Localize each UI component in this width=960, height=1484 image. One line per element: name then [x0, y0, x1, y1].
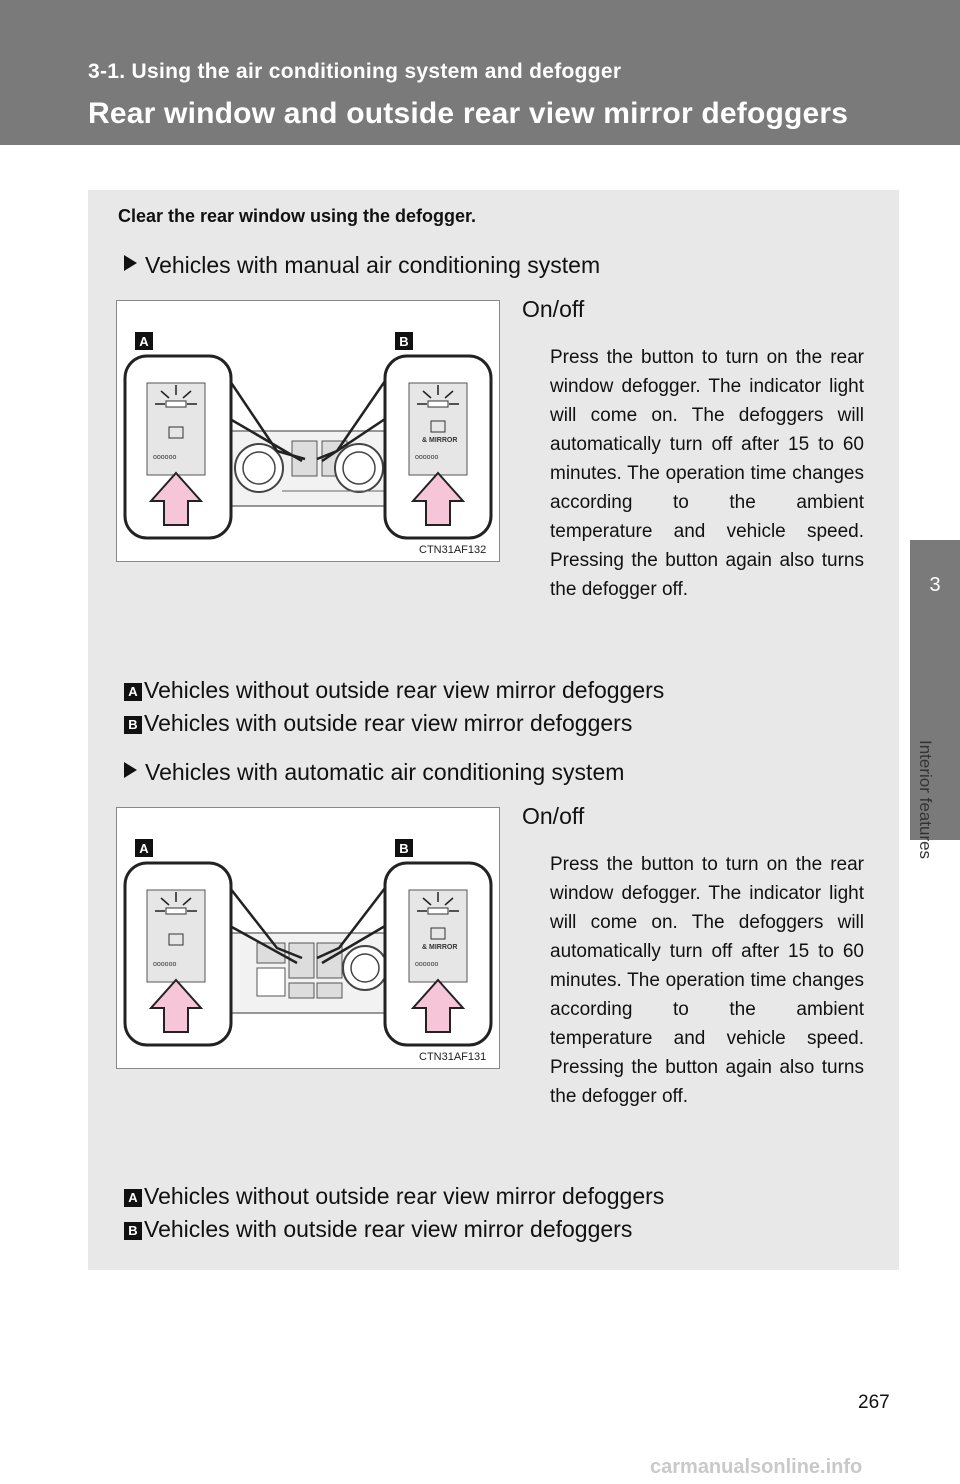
figure-label-b: B: [399, 841, 409, 856]
figure-label-a: A: [139, 334, 149, 349]
figure-label-a: A: [139, 841, 149, 856]
svg-text:oooooo: oooooo: [415, 961, 439, 968]
chapter-number: 3: [929, 574, 941, 596]
figure-automatic-ac: [116, 807, 500, 1069]
onoff-description: Press the button to turn on the rear window defogger. The indicator light will come on. The defoggers will automatically turn off after 15 to 60 minutes. The operation time changes according to the ambient temperature and vehicle speed. Pressing the button again also turns the defogger off.: [550, 347, 864, 600]
svg-text:oooooo: oooooo: [415, 454, 439, 461]
svg-text:oooooo: oooooo: [153, 454, 177, 461]
section-heading: Vehicles with manual air conditioning system: [124, 252, 600, 279]
onoff-label: On/off: [522, 803, 585, 829]
figure-label-b: B: [399, 334, 409, 349]
figure-code: CTN31AF131: [419, 1051, 487, 1063]
note-a: A Vehicles without outside rear view mirror defoggers: [124, 677, 664, 704]
label-b-badge: B: [124, 1222, 142, 1240]
chapter-label: Interior features: [916, 740, 935, 860]
note-b: B Vehicles with outside rear view mirror defoggers: [124, 710, 632, 737]
page-header: [0, 0, 960, 145]
figure-code: CTN31AF132: [419, 544, 487, 556]
intro-text: Clear the rear window using the defogger.: [118, 206, 477, 226]
watermark: carmanualsonline.info: [650, 1456, 863, 1478]
mirror-label: & MIRROR: [422, 944, 458, 951]
label-a-badge: A: [124, 1189, 142, 1207]
onoff-label: On/off: [522, 296, 585, 322]
note-a: A Vehicles without outside rear view mirror defoggers: [124, 1183, 664, 1210]
label-a-badge: A: [124, 683, 142, 701]
triangle-bullet-icon: [124, 762, 137, 778]
svg-text:oooooo: oooooo: [153, 961, 177, 968]
triangle-bullet-icon: [124, 255, 137, 271]
mirror-label: & MIRROR: [422, 437, 458, 444]
section-heading: Vehicles with automatic air conditioning system: [124, 759, 624, 786]
figure-manual-ac: [116, 300, 500, 562]
section-title: 3-1. Using the air conditioning system and defogger: [88, 60, 622, 83]
onoff-description: Press the button to turn on the rear window defogger. The indicator light will come on. The defoggers will automatically turn off after 15 to 60 minutes. The operation time changes according to the ambient temperature and vehicle speed. Pressing the button again also turns the defogger off.: [550, 854, 864, 1107]
page-number: 267: [858, 1392, 890, 1413]
note-b: B Vehicles with outside rear view mirror defoggers: [124, 1216, 632, 1243]
page-title: Rear window and outside rear view mirror defoggers: [88, 97, 849, 130]
label-b-badge: B: [124, 716, 142, 734]
